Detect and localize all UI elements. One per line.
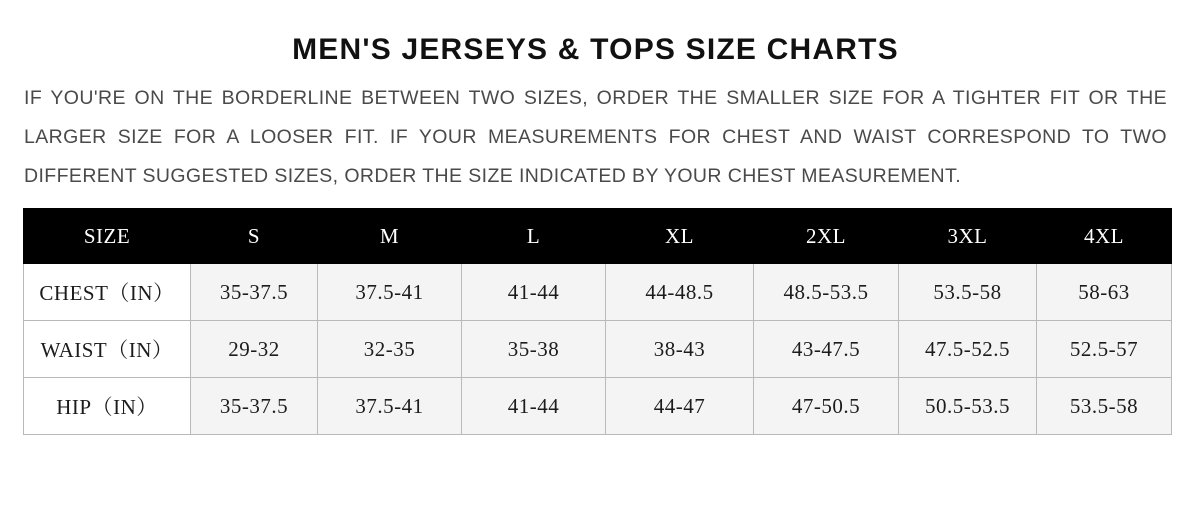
cell-hip-2xl: 47-50.5 (754, 378, 899, 435)
intro-paragraph: IF YOU'RE ON THE BORDERLINE BETWEEN TWO SIZES, ORDER THE SMALLER SIZE FOR A TIGHTER FIT OR THE LARGER SIZE FOR A LOOSER FIT. IF YOUR MEASUREMENTS FOR CHEST AND WAIST CORRESPOND TO TWO DIFFERENT SUGGESTED SIZES, ORDER THE SIZE INDICATED BY YOUR CHEST MEASUREMENT. (24, 87, 1167, 187)
table-row (24, 264, 1172, 321)
column-header-l: L (462, 209, 606, 264)
table-body (24, 264, 1172, 435)
cell-chest-2xl: 48.5-53.5 (754, 264, 899, 321)
size-chart-table-wrapper (22, 208, 1169, 435)
cell-hip-m: 37.5-41 (318, 378, 462, 435)
column-header-2xl: 2XL (754, 209, 899, 264)
cell-chest-l: 41-44 (462, 264, 606, 321)
table-row (24, 321, 1172, 378)
column-header-xl: XL (606, 209, 754, 264)
cell-hip-l: 41-44 (462, 378, 606, 435)
cell-chest-m: 37.5-41 (318, 264, 462, 321)
table-header (24, 209, 1172, 264)
column-header-size: SIZE (24, 209, 191, 264)
cell-chest-3xl: 53.5-58 (899, 264, 1037, 321)
cell-waist-4xl: 52.5-57 (1037, 321, 1172, 378)
column-header-4xl: 4XL (1037, 209, 1172, 264)
table-header-row (24, 209, 1172, 264)
table-row (24, 378, 1172, 435)
cell-waist-2xl: 43-47.5 (754, 321, 899, 378)
cell-hip-xl: 44-47 (606, 378, 754, 435)
cell-waist-l: 35-38 (462, 321, 606, 378)
cell-chest-4xl: 58-63 (1037, 264, 1172, 321)
cell-chest-s: 35-37.5 (191, 264, 318, 321)
cell-hip-3xl: 50.5-53.5 (899, 378, 1037, 435)
column-header-3xl: 3XL (899, 209, 1037, 264)
row-label-hip: HIP（IN） (24, 378, 191, 435)
cell-hip-s: 35-37.5 (191, 378, 318, 435)
column-header-m: M (318, 209, 462, 264)
cell-hip-4xl: 53.5-58 (1037, 378, 1172, 435)
row-label-chest: CHEST（IN） (24, 264, 191, 321)
cell-waist-xl: 38-43 (606, 321, 754, 378)
cell-waist-3xl: 47.5-52.5 (899, 321, 1037, 378)
cell-waist-s: 29-32 (191, 321, 318, 378)
cell-waist-m: 32-35 (318, 321, 462, 378)
page-title: MEN'S JERSEYS & TOPS SIZE CHARTS (292, 33, 899, 66)
row-label-waist: WAIST（IN） (24, 321, 191, 378)
cell-chest-xl: 44-48.5 (606, 264, 754, 321)
column-header-s: S (191, 209, 318, 264)
size-chart-table (23, 208, 1172, 435)
